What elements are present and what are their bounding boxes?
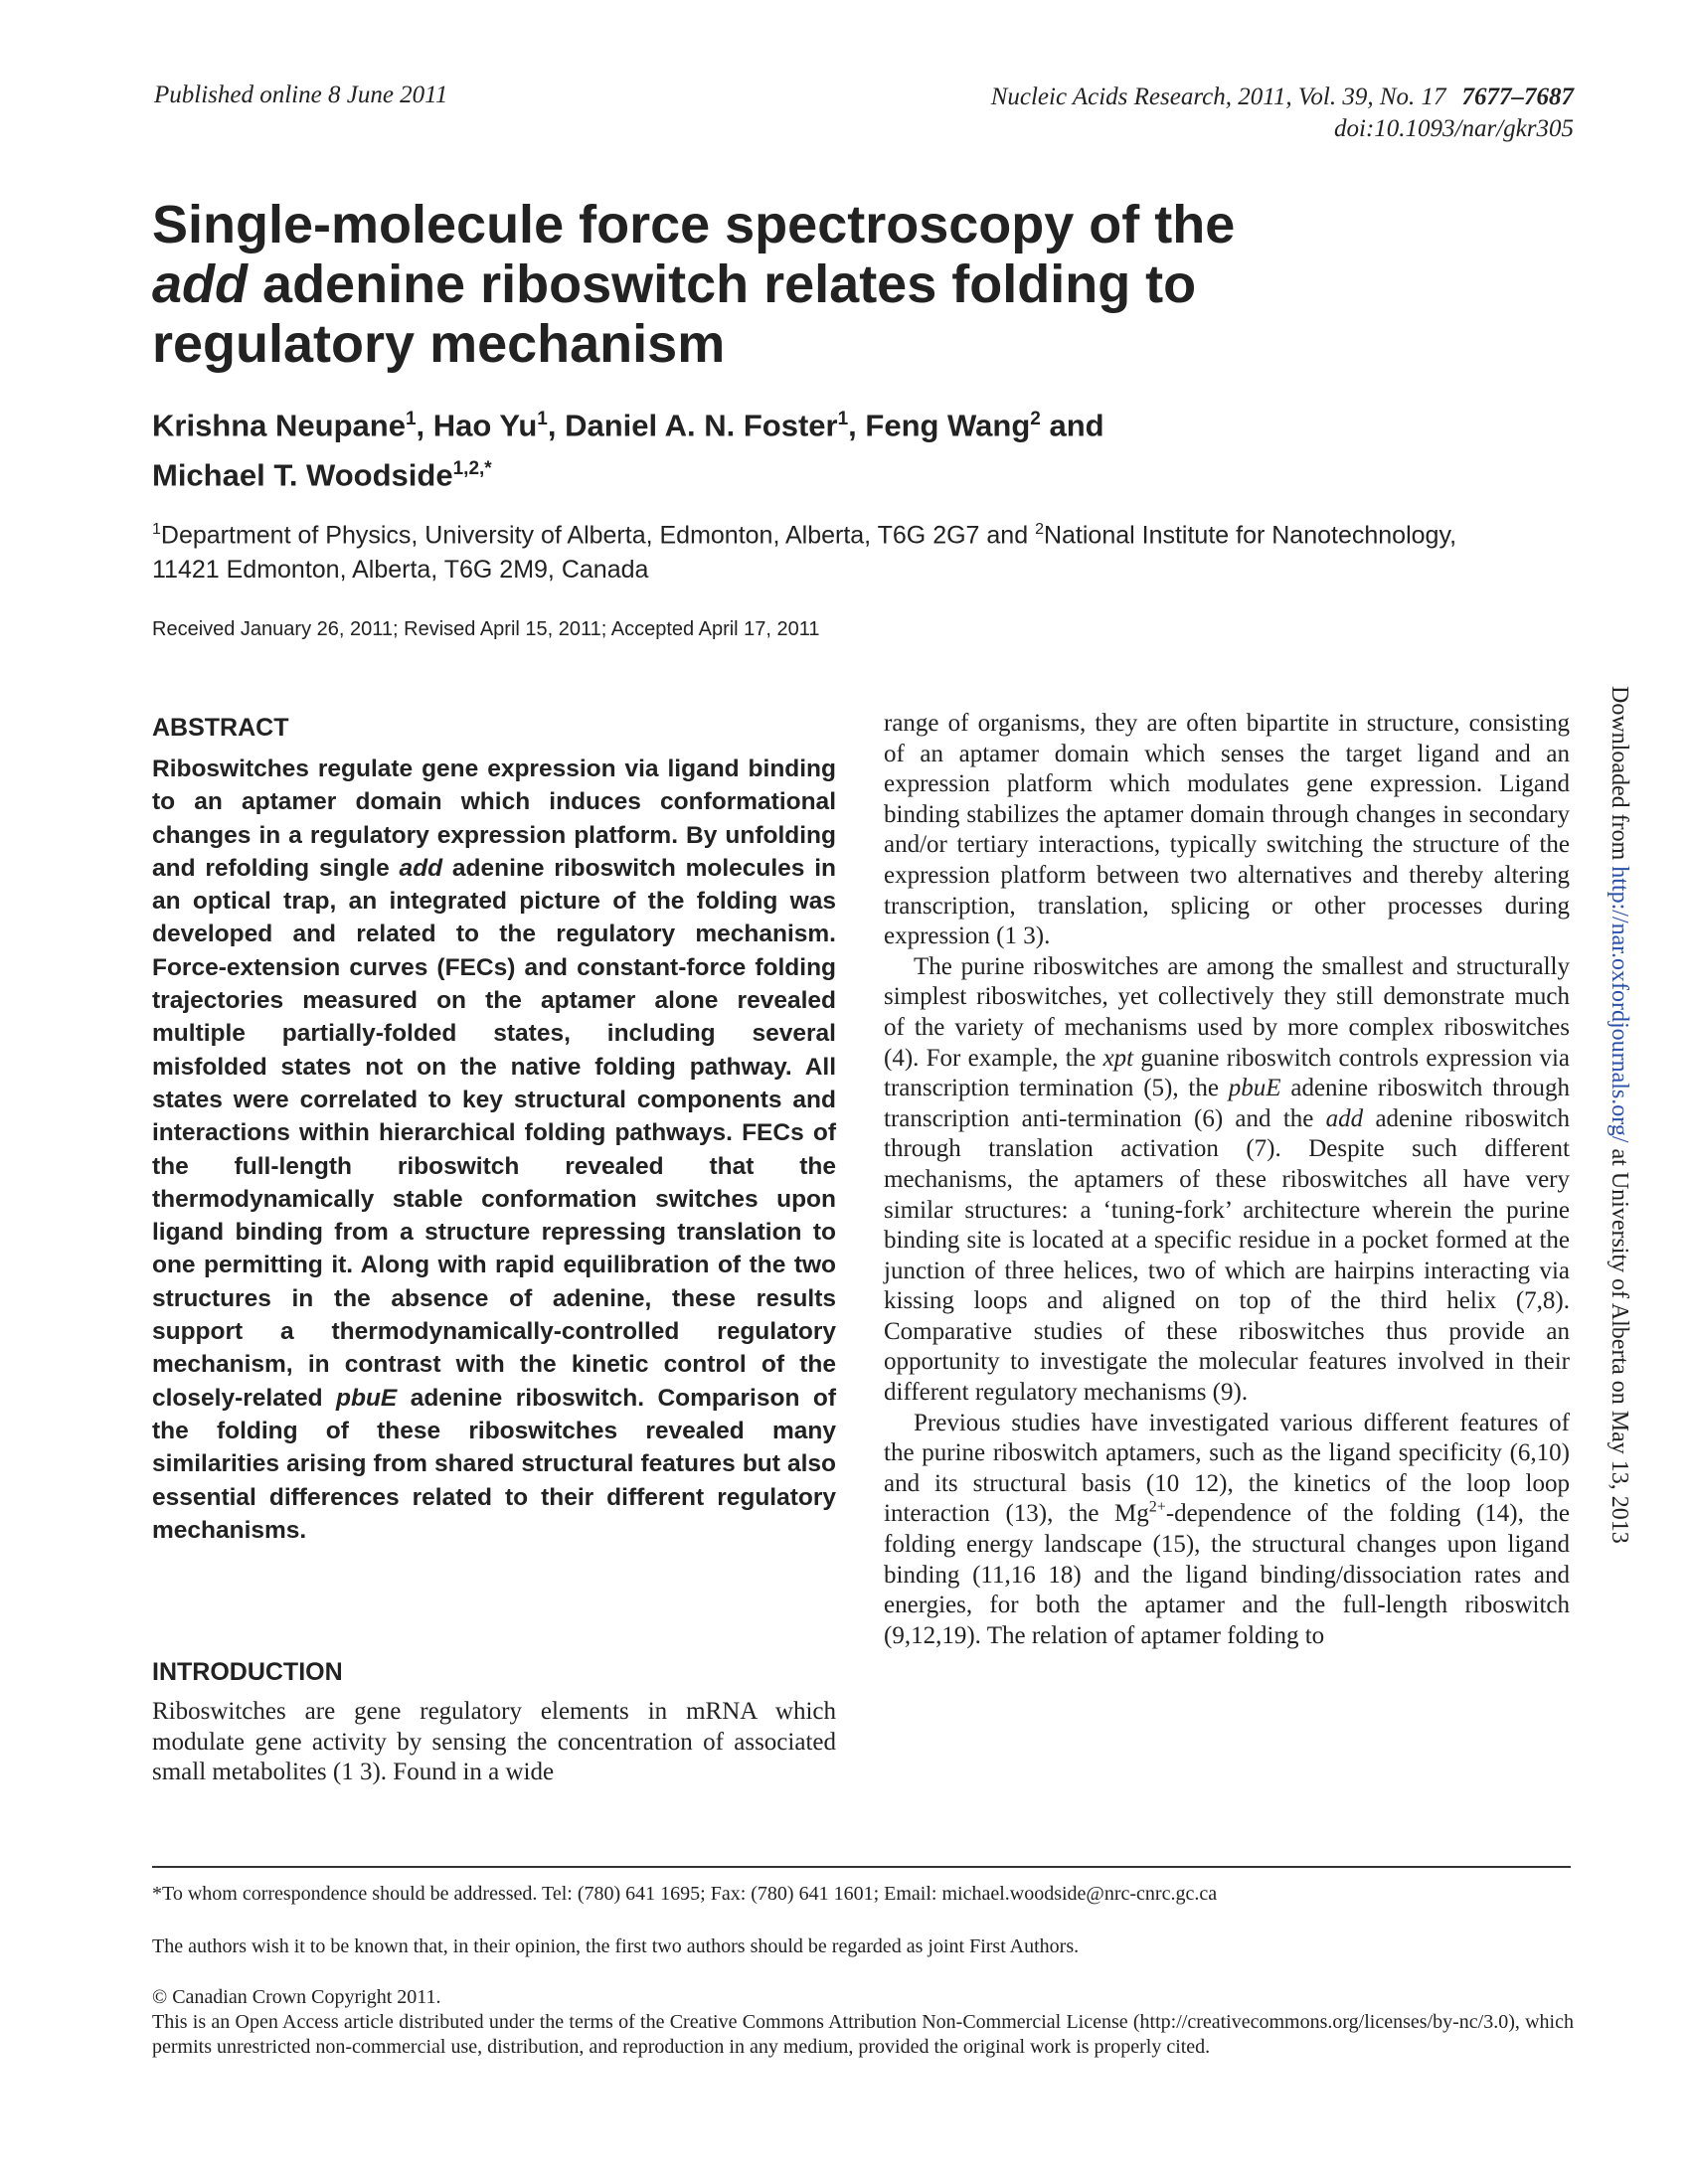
author-list: Krishna Neupane$^1$, Hao Yu$^1$, Daniel A. N. Foster$^1$, Feng Wang$^2$ and Michael T. Woodside$^{1,2,*}$ [152, 408, 1104, 493]
article-title: Single-molecule force spectroscopy of the add adenine riboswitch relates folding to regulatory mechanism [152, 195, 1236, 374]
introduction-paragraph: Riboswitches are gene regulatory elements in mRNA which modulate gene activity by sensing the concentration of associated small metabolites (1 3). Found in a wide [152, 1698, 836, 1786]
published-date: Published online 8 June 2011 [154, 82, 448, 108]
introduction-heading: INTRODUCTION [152, 1658, 343, 1686]
joint-authors-footnote: The authors wish it to be known that, in their opinion, the first two authors should be regarded as joint First Authors. [152, 1935, 1080, 1957]
license-notice: This is an Open Access article distributed under the terms of the Creative Commons Attribution Non-Commercial License (http://creativecommons.org/licenses/by-nc/3.0), which permits unrestricted non-commercial use, distribution, and reproduction in any medium, provided the original work is properly cited. [152, 2011, 1574, 2058]
paragraph: Previous studies have investigated various different features of the purine riboswitch aptamers, such as the ligand specificity (6,10) and its structural basis (10 12), the kinetics of the loop loop interaction (13), the $Mg^{2+}$-dependence of the folding (14), the folding energy landscape (15), the structural changes upon ligand binding (11,16 18) and the ligand binding/dissociation rates and energies, for both the aptamer and the full-length riboswitch (9,12,19). The relation of aptamer folding to [884, 1409, 1570, 1649]
copyright-notice: © Canadian Crown Copyright 2011. [152, 1986, 441, 2008]
abstract-heading: ABSTRACT [152, 714, 289, 742]
right-column-text [884, 709, 1570, 1651]
doi: doi:10.1093/nar/gkr305 [1334, 115, 1574, 142]
correspondence-footnote: *To whom correspondence should be addressed. Tel: (780) 641 1695; Fax: (780) 641 1601; Email: michael.woodside@nrc-cnrc.gc.ca [152, 1883, 1218, 1905]
received-dates: Received January 26, 2011; Revised April 15, 2011; Accepted April 17, 2011 [152, 618, 820, 640]
page-range: 7677–7687 [1461, 84, 1574, 110]
journal-citation [991, 82, 1574, 145]
footnote-divider [152, 1866, 1571, 1868]
journal-name: Nucleic Acids Research, 2011, Vol. 39, No. 17 [990, 84, 1446, 110]
paragraph: The purine riboswitches are among the smallest and structurally simplest riboswitches, yet collectively they still demonstrate much of the variety of mechanisms used by more complex riboswitches (4). For example, the xpt guanine riboswitch controls expression via transcription termination (5), the pbuE adenine riboswitch through transcription anti-termination (6) and the add adenine riboswitch through translation activation (7). Despite such different mechanisms, the aptamers of these riboswitches all have very similar structures: a ‘tuning-fork’ architecture wherein the purine binding site is located at a specific residue in a pocket formed at the junction of three helices, two of which are hairpins interacting via kissing loops and aligned on top of the third helix (7,8). Comparative studies of these riboswitches thus provide an opportunity to investigate the molecular features involved in their different regulatory mechanisms (9). [884, 952, 1571, 1407]
paragraph: range of organisms, they are often bipartite in structure, consisting of an aptamer domain which senses the target ligand and an expression platform which modulates gene expression. Ligand binding stabilizes the aptamer domain through changes in secondary and/or tertiary interactions, typically switching the structure of the expression platform between two alternatives and thereby altering transcription, translation, splicing or other processes during expression (1 3). [884, 710, 1570, 950]
journal-link[interactable]: http://nar.oxfordjournals.org/ [1606, 866, 1632, 1143]
affiliations: $^1$Department of Physics, University of Alberta, Edmonton, Alberta, T6G 2G7 and $^2$National Institute for Nanotechnology, 11421 Edmonton, Alberta, T6G 2M9, Canada [152, 521, 1457, 585]
abstract-text: Riboswitches regulate gene expression via ligand binding to an aptamer domain which induces conformational changes in a regulatory expression platform. By unfolding and refolding single add adenine riboswitch molecules in an optical trap, an integrated picture of the folding was developed and related to the regulatory mechanism. Force-extension curves (FECs) and constant-force folding trajectories measured on the aptamer alone revealed multiple partially-folded states, including several misfolded states not on the native folding pathway. All states were correlated to key structural components and interactions within hierarchical folding pathways. FECs of the full-length riboswitch revealed that the thermodynamically stable conformation switches upon ligand binding from a structure repressing translation to one permitting it. Along with rapid equilibration of the two structures in the absence of adenine, these results support a thermodynamically-controlled regulatory mechanism, in contrast with the kinetic control of the closely-related pbuE adenine riboswitch. Comparison of the folding of these riboswitches revealed many similarities arising from shared structural features but also essential differences related to their different regulatory mechanisms. [152, 756, 836, 1544]
